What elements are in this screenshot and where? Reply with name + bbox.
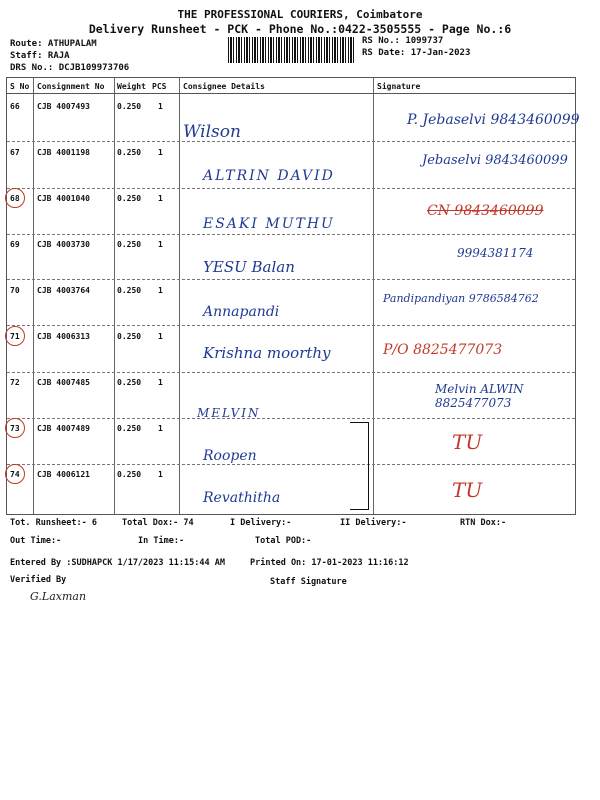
row-consignee: Roopen <box>203 448 257 464</box>
total-pod: Total POD:- <box>255 536 312 546</box>
row-signature: P. Jebaselvi 9843460099 <box>407 112 580 128</box>
row-consignee: Annapandi <box>203 304 280 320</box>
rtn-dox: RTN Dox:- <box>460 518 507 528</box>
rs-date: RS Date: 17-Jan-2023 <box>362 48 471 58</box>
verifier-signature: G.Laxman <box>30 590 87 603</box>
row-consignment: CJB 4007489 <box>37 424 90 433</box>
row-signature: TU <box>452 430 483 454</box>
col-header-pcs: PCS <box>152 82 167 91</box>
row-consignment: CJB 4003730 <box>37 240 90 249</box>
runsheet-subtitle: Delivery Runsheet - PCK - Phone No.:0422-3505555 - Page No.:6 <box>88 22 512 36</box>
in-time: In Time:- <box>138 536 185 546</box>
row-sno: 73 <box>10 424 20 433</box>
row-sno: 69 <box>10 240 20 249</box>
row-consignee: ALTRIN DAVID <box>203 168 335 184</box>
row-consignee: Krishna moorthy <box>203 344 331 362</box>
row-pcs: 1 <box>158 102 163 111</box>
row-signature: Pandipandiyan 9786584762 <box>383 292 539 305</box>
row-consignee: Wilson <box>183 122 241 142</box>
row-consignee: ESAKI MUTHU <box>203 216 335 232</box>
row-consignment: CJB 4006313 <box>37 332 90 341</box>
circle-mark <box>5 464 25 484</box>
row-sno: 72 <box>10 378 20 387</box>
drs-number: DRS No.: DCJB109973706 <box>10 63 130 73</box>
row-signature: CN 9843460099 <box>427 203 544 219</box>
bracket-mark <box>350 422 369 510</box>
i-delivery: I Delivery:- <box>230 518 292 528</box>
row-sno: 68 <box>10 194 20 203</box>
row-weight: 0.250 <box>117 470 142 479</box>
ii-delivery: II Delivery:- <box>340 518 407 528</box>
col-header-sno: S No <box>10 82 30 91</box>
row-weight: 0.250 <box>117 102 142 111</box>
total-dox: Total Dox:- 74 <box>122 518 194 528</box>
row-consignment: CJB 4007493 <box>37 102 90 111</box>
col-header-consignee: Consignee Details <box>183 82 265 91</box>
entered-by: Entered By :SUDHAPCK 1/17/2023 11:15:44 AM <box>10 558 225 568</box>
circle-mark <box>5 418 25 438</box>
row-signature: 9994381174 <box>457 246 534 260</box>
row-sno: 70 <box>10 286 20 295</box>
printed-on: Printed On: 17-01-2023 11:16:12 <box>250 558 409 568</box>
circle-mark <box>5 188 25 208</box>
row-sno: 67 <box>10 148 20 157</box>
route-label: Route: ATHUPALAM <box>10 39 97 49</box>
row-consignment: CJB 4006121 <box>37 470 90 479</box>
row-consignment: CJB 4001198 <box>37 148 90 157</box>
company-title: THE PROFESSIONAL COURIERS, Coimbatore <box>177 8 423 21</box>
barcode <box>228 37 356 63</box>
row-weight: 0.250 <box>117 286 142 295</box>
row-pcs: 1 <box>158 194 163 203</box>
row-weight: 0.250 <box>117 148 142 157</box>
circle-mark <box>5 326 25 346</box>
row-sno: 66 <box>10 102 20 111</box>
runsheet-table <box>6 77 580 515</box>
row-consignee: YESU Balan <box>203 258 295 276</box>
row-consignment: CJB 4003764 <box>37 286 90 295</box>
col-header-consignment: Consignment No <box>37 82 105 91</box>
row-weight: 0.250 <box>117 240 142 249</box>
row-sno: 74 <box>10 470 20 479</box>
row-pcs: 1 <box>158 286 163 295</box>
row-pcs: 1 <box>158 424 163 433</box>
row-pcs: 1 <box>158 240 163 249</box>
row-signature: Jebaselvi 9843460099 <box>422 153 568 168</box>
row-consignee: Revathitha <box>203 490 281 506</box>
staff-signature-label: Staff Signature <box>270 577 347 587</box>
row-weight: 0.250 <box>117 378 142 387</box>
row-signature: P/O 8825477073 <box>383 342 503 358</box>
row-pcs: 1 <box>158 148 163 157</box>
out-time: Out Time:- <box>10 536 62 546</box>
row-consignment: CJB 4001040 <box>37 194 90 203</box>
col-header-weight: Weight <box>117 82 146 91</box>
row-pcs: 1 <box>158 332 163 341</box>
staff-label: Staff: RAJA <box>10 51 70 61</box>
row-consignee: MELVIN <box>197 406 261 420</box>
row-weight: 0.250 <box>117 332 142 341</box>
verified-by: Verified By <box>10 575 67 585</box>
total-runsheet: Tot. Runsheet:- 6 <box>10 518 97 528</box>
row-sno: 71 <box>10 332 20 341</box>
row-pcs: 1 <box>158 470 163 479</box>
row-signature: Melvin ALWIN 8825477073 <box>435 382 524 410</box>
row-weight: 0.250 <box>117 194 142 203</box>
row-pcs: 1 <box>158 378 163 387</box>
rs-number: RS No.: 1099737 <box>362 36 444 46</box>
row-signature: TU <box>452 478 483 502</box>
row-weight: 0.250 <box>117 424 142 433</box>
row-consignment: CJB 4007485 <box>37 378 90 387</box>
col-header-signature: Signature <box>377 82 421 91</box>
